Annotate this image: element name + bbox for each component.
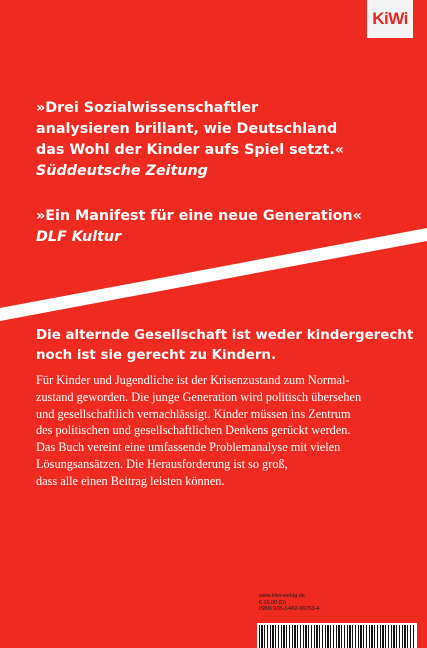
blurb-headline bbox=[36, 326, 414, 366]
body-line: Für Kinder und Jugendliche ist der Krisenzustand zum Normal- bbox=[36, 373, 350, 387]
price: € 16,00 (D) bbox=[259, 599, 286, 606]
quote-line: das Wohl der Kinder aufs Spiel setzt.« bbox=[36, 142, 344, 158]
quote-source: DLF Kultur bbox=[36, 229, 122, 245]
body-line: und gesellschaftlich vernachlässigt. Kinder müssen ins Zentrum bbox=[36, 406, 351, 421]
barcode-icon bbox=[259, 625, 415, 648]
publisher-url: www.kiwi-verlag.de bbox=[259, 593, 305, 599]
headline-line: Die alternde Gesellschaft ist weder kindergerecht bbox=[36, 328, 414, 343]
body-line: Das Buch vereint eine umfassende Problemanalyse mit vielen bbox=[36, 440, 341, 455]
quote-line: »Drei Sozialwissenschaftler bbox=[36, 100, 259, 116]
review-quote-1 bbox=[36, 98, 396, 182]
publisher-logo: KiWi bbox=[367, 0, 413, 38]
isbn: ISBN 978-3-462-00753-4 bbox=[259, 606, 320, 613]
headline-line: noch ist sie gerecht zu Kindern. bbox=[36, 348, 277, 363]
body-line: Lösungsansätzen. Die Herausforderung ist so groß, bbox=[36, 456, 288, 471]
barcode-area bbox=[257, 623, 417, 648]
body-line: dass alle einen Beitrag leisten können. bbox=[36, 473, 225, 488]
body-line: zustand geworden. Die junge Generation wird politisch übersehen bbox=[36, 389, 362, 404]
review-quote-2 bbox=[36, 206, 396, 248]
quote-line: analysieren brillant, wie Deutschland bbox=[36, 121, 338, 137]
imprint-info bbox=[259, 593, 319, 613]
quote-source: Süddeutsche Zeitung bbox=[36, 163, 208, 179]
blurb-body bbox=[36, 372, 406, 490]
quote-line: »Ein Manifest für eine neue Generation« bbox=[36, 208, 362, 224]
body-line: des politischen und gesellschaftlichen Denkens gerückt werden. bbox=[36, 423, 351, 438]
